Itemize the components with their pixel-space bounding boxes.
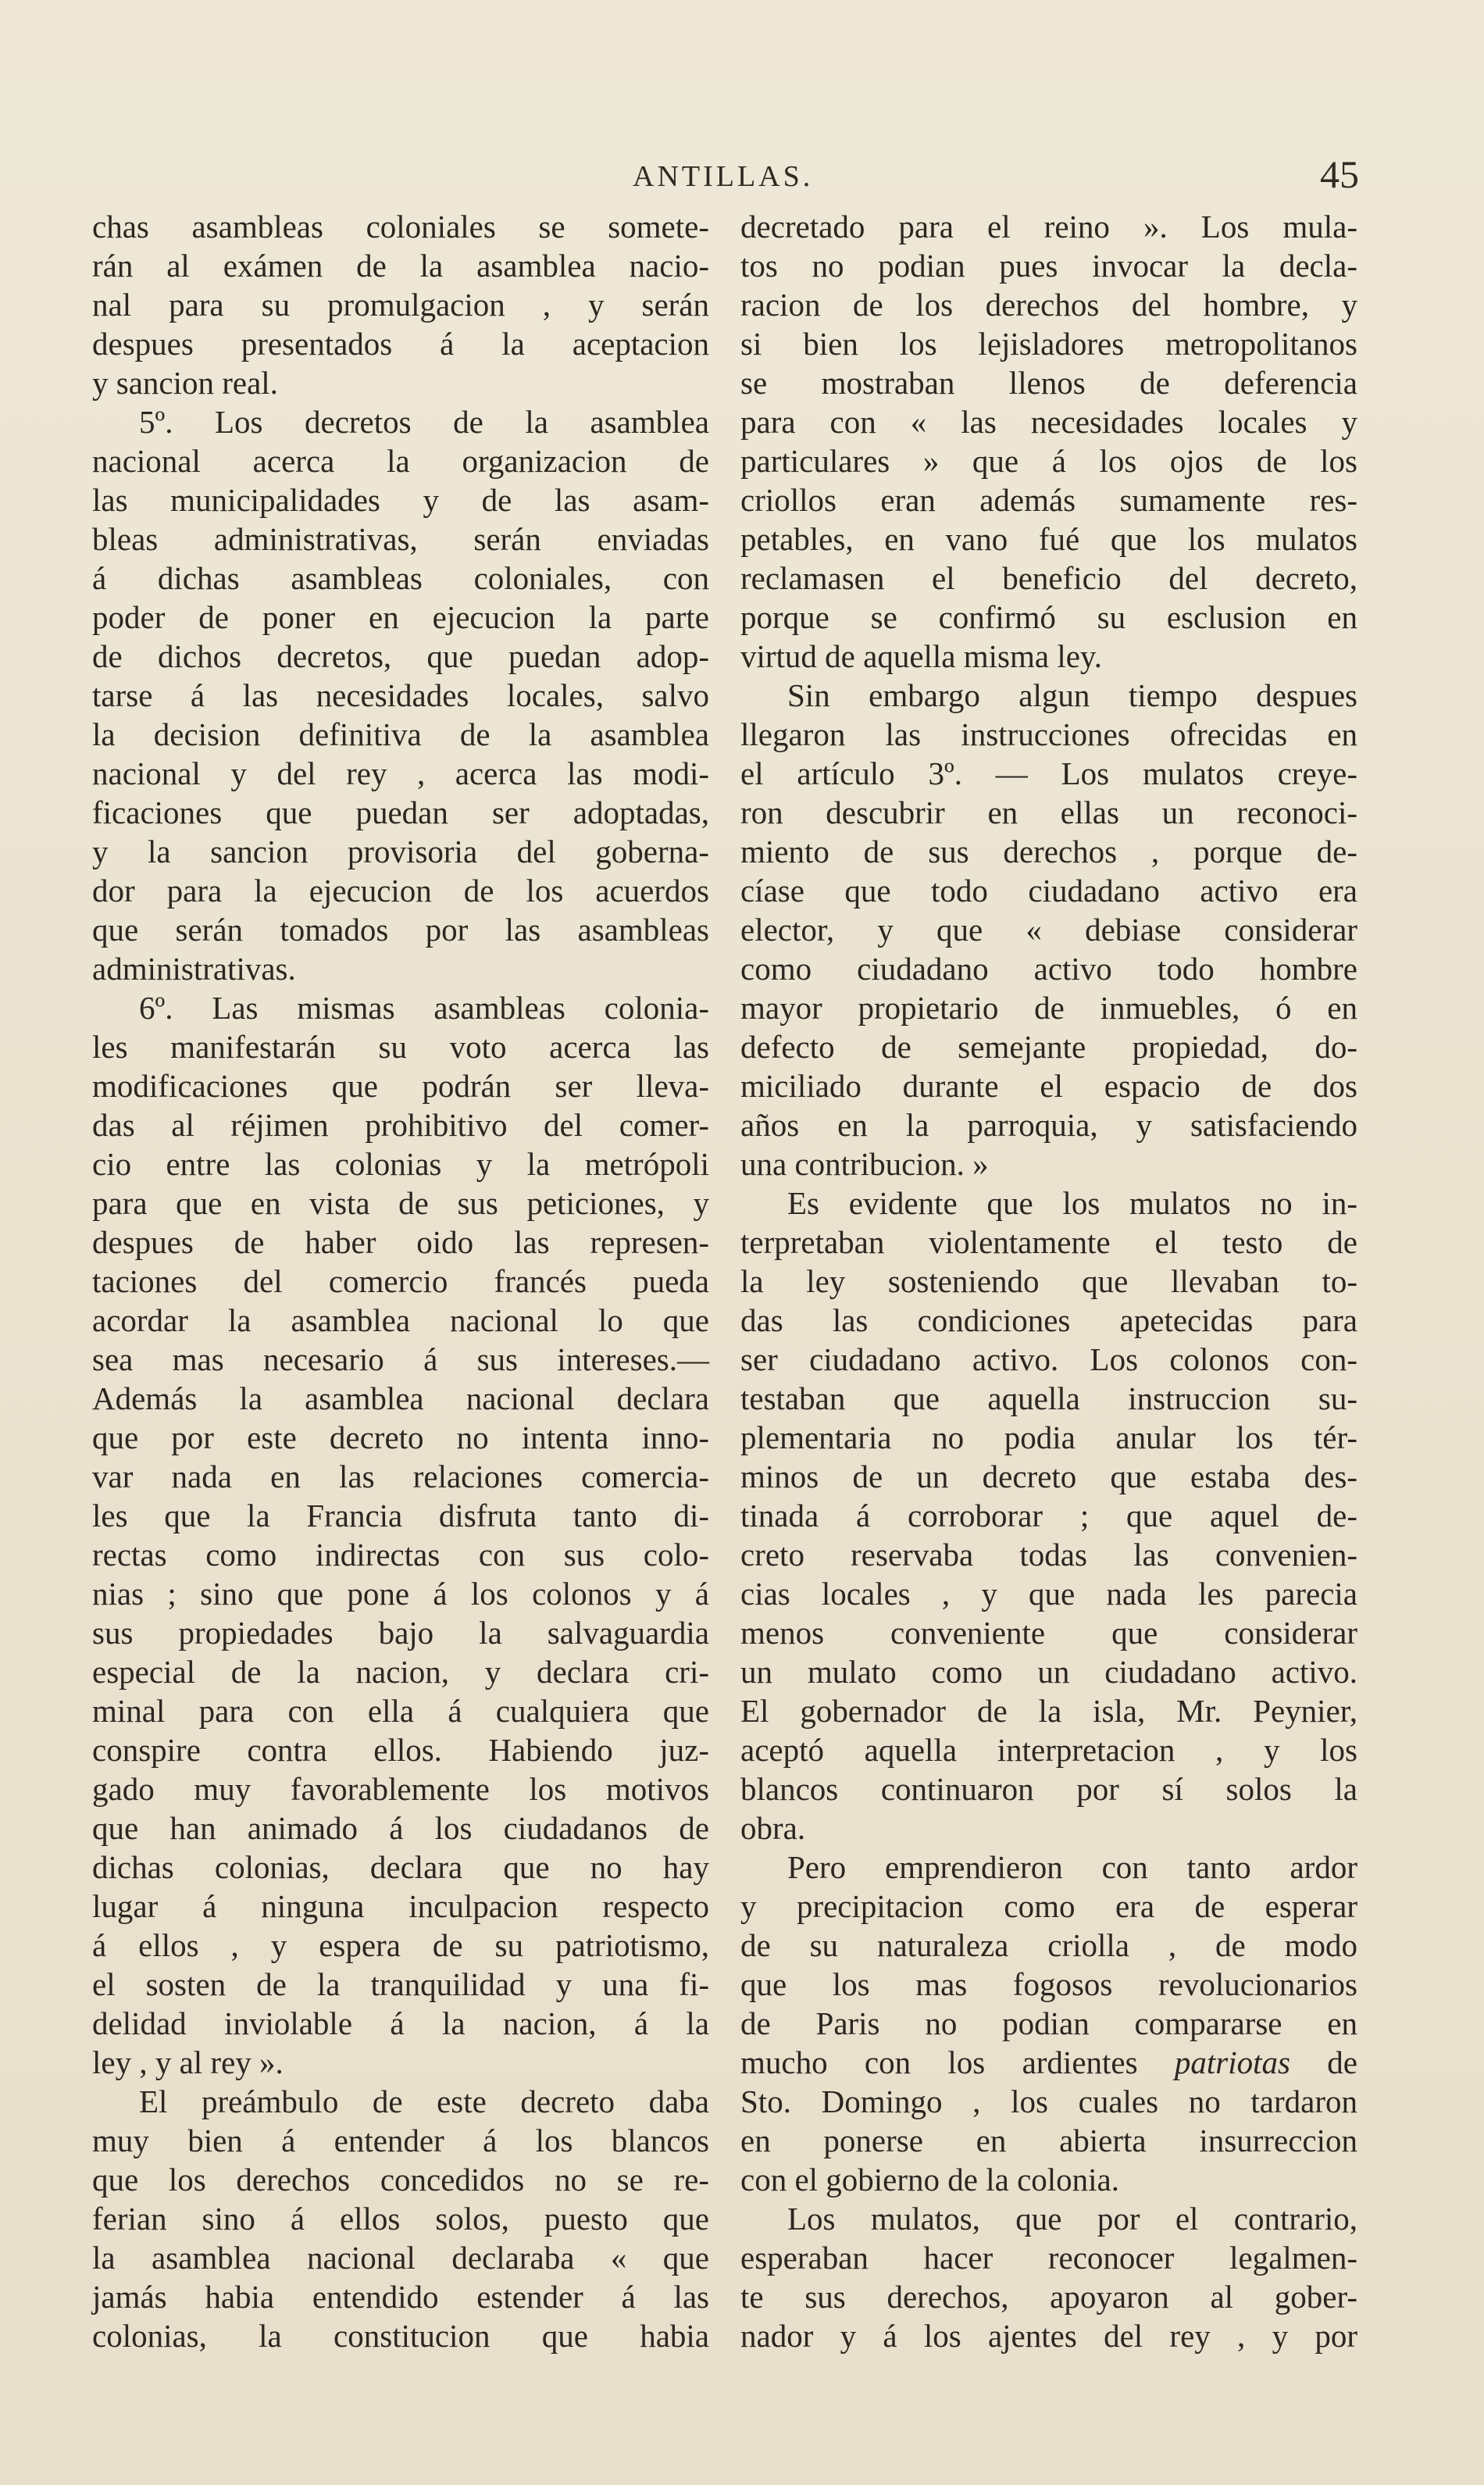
text-line: especial de la nacion, y declara cri-: [92, 1654, 709, 1690]
text-line: las municipalidades y de las asam-: [92, 482, 709, 518]
text-line: les que la Francia disfruta tanto di-: [92, 1498, 709, 1533]
text-line: ferian sino á ellos solos, puesto que: [92, 2201, 709, 2237]
text-line: ron descubrir en ellas un reconoci-: [740, 794, 1357, 830]
text-line: despues presentados á la aceptacion: [92, 326, 709, 362]
text-line: blancos continuaron por sí solos la: [740, 1771, 1357, 1807]
text-line: Además la asamblea nacional declara: [92, 1380, 709, 1416]
text-line: ser ciudadano activo. Los colonos con-: [740, 1341, 1357, 1377]
text-line: El preámbulo de este decreto daba: [139, 2083, 709, 2119]
text-line: nal para su promulgacion , y serán: [92, 287, 709, 323]
text-line: colonias, la constitucion que habia: [92, 2318, 709, 2354]
text-line: gado muy favorablemente los motivos: [92, 1771, 709, 1807]
text-line: años en la parroquia, y satisfaciendo: [740, 1107, 1357, 1143]
text-line: petables, en vano fué que los mulatos: [740, 521, 1357, 557]
text-line: virtud de aquella misma ley.: [740, 638, 1103, 674]
text-line: chas asambleas coloniales se somete-: [92, 209, 709, 245]
text-line: dor para la ejecucion de los acuerdos: [92, 873, 709, 909]
text-line: el sosten de la tranquilidad y una fi-: [92, 1966, 709, 2002]
text-line: reclamasen el beneficio del decreto,: [740, 560, 1357, 596]
text-line: criollos eran además sumamente res-: [740, 482, 1357, 518]
text-line: das al réjimen prohibitivo del comer-: [92, 1107, 709, 1143]
text-line: te sus derechos, apoyaron al gober-: [740, 2279, 1357, 2315]
text-line: aceptó aquella interpretacion , y los: [740, 1732, 1357, 1768]
text-line: Sin embargo algun tiempo despues: [787, 677, 1357, 713]
text-line: terpretaban violentamente el testo de: [740, 1224, 1357, 1260]
text-line: cias locales , y que nada les parecia: [740, 1576, 1357, 1612]
text-line: con el gobierno de la colonia.: [740, 2162, 1119, 2198]
text-line: si bien los lejisladores metropolitanos: [740, 326, 1357, 362]
text-line: y precipitacion como era de esperar: [740, 1888, 1357, 1924]
text-line: el artículo 3º. — Los mulatos creye-: [740, 755, 1357, 791]
text-columns: [92, 207, 1365, 2354]
left-column: [92, 207, 709, 2355]
text-line: modificaciones que podrán ser lleva-: [92, 1068, 709, 1104]
text-line: jamás habia entendido estender á las: [92, 2279, 709, 2315]
text-line: creto reservaba todas las convenien-: [740, 1537, 1357, 1573]
text-line: poder de poner en ejecucion la parte: [92, 599, 709, 635]
text-line: para que en vista de sus peticiones, y: [92, 1185, 709, 1221]
text-line: nias ; sino que pone á los colonos y á: [92, 1576, 709, 1612]
text-line: la asamblea nacional declaraba « que: [92, 2240, 709, 2276]
text-line: que los mas fogosos revolucionarios: [740, 1966, 1357, 2002]
text-line: á dichas asambleas coloniales, con: [92, 560, 709, 596]
text-line: esperaban hacer reconocer legalmen-: [740, 2240, 1357, 2276]
text-line: muy bien á entender á los blancos: [92, 2123, 709, 2158]
text-line: tinada á corroborar ; que aquel de-: [740, 1498, 1357, 1533]
running-head: [94, 152, 1359, 203]
text-line: 5º. Los decretos de la asamblea: [139, 404, 709, 440]
text-line: elector, y que « debiase considerar: [740, 912, 1357, 948]
text-line: delidad inviolable á la nacion, á la: [92, 2005, 709, 2041]
text-line: cíase que todo ciudadano activo era: [740, 873, 1357, 909]
text-line: nador y á los ajentes del rey , y por: [740, 2318, 1357, 2354]
text-line: dichas colonias, declara que no hay: [92, 1849, 709, 1885]
text-line: que han animado á los ciudadanos de: [92, 1810, 709, 1846]
text-line: ficaciones que puedan ser adoptadas,: [92, 794, 709, 830]
text-line: lugar á ninguna inculpacion respecto: [92, 1888, 709, 1924]
text-line: var nada en las relaciones comercia-: [92, 1459, 709, 1494]
text-line: que los derechos concedidos no se re-: [92, 2162, 709, 2198]
text-line: rectas como indirectas con sus colo-: [92, 1537, 709, 1573]
text-line: despues de haber oido las represen-: [92, 1224, 709, 1260]
text-line: El gobernador de la isla, Mr. Peynier,: [740, 1693, 1357, 1729]
text-line: sea mas necesario á sus intereses.—: [92, 1341, 709, 1377]
text-line: la ley sosteniendo que llevaban to-: [740, 1263, 1357, 1299]
italic-word: patriotas: [1174, 2044, 1290, 2080]
text-line: y la sancion provisoria del goberna-: [92, 834, 709, 869]
text-line: particulares » que á los ojos de los: [740, 443, 1357, 479]
text-line: llegaron las instrucciones ofrecidas en: [740, 716, 1357, 752]
text-line: sus propiedades bajo la salvaguardia: [92, 1615, 709, 1651]
text-line: obra.: [740, 1810, 806, 1846]
text-line: ley , y al rey ».: [92, 2044, 284, 2080]
text-line: que serán tomados por las asambleas: [92, 912, 709, 948]
text-line: de su naturaleza criolla , de modo: [740, 1927, 1357, 1963]
text-line: das las condiciones apetecidas para: [740, 1302, 1357, 1338]
text-line: nacional y del rey , acerca las modi-: [92, 755, 709, 791]
right-column: [740, 207, 1357, 2355]
text-line: Es evidente que los mulatos no in-: [787, 1185, 1357, 1221]
text-line: Sto. Domingo , los cuales no tardaron: [740, 2083, 1357, 2119]
text-line: una contribucion. »: [740, 1146, 989, 1182]
text-line: minal para con ella á cualquiera que: [92, 1693, 709, 1729]
text-line: que por este decreto no intenta inno-: [92, 1419, 709, 1455]
text-line: y sancion real.: [92, 365, 278, 401]
text-line: de dichos decretos, que puedan adop-: [92, 638, 709, 674]
text-line: Los mulatos, que por el contrario,: [787, 2201, 1357, 2237]
text-line: administrativas.: [92, 951, 296, 987]
page-number: 45: [1320, 152, 1359, 196]
text-line: les manifestarán su voto acerca las: [92, 1029, 709, 1065]
text-line: mayor propietario de inmuebles, ó en: [740, 990, 1357, 1026]
text-line: tos no podian pues invocar la decla-: [740, 248, 1357, 284]
text-line: miento de sus derechos , porque de-: [740, 834, 1357, 869]
text-line: taciones del comercio francés pueda: [92, 1263, 709, 1299]
text-line: para con « las necesidades locales y: [740, 404, 1357, 440]
text-line: en ponerse en abierta insurreccion: [740, 2123, 1357, 2158]
text-line: acordar la asamblea nacional lo que: [92, 1302, 709, 1338]
text-line: un mulato como un ciudadano activo.: [740, 1654, 1357, 1690]
text-line: cio entre las colonias y la metrópoli: [92, 1146, 709, 1182]
text-line: porque se confirmó su esclusion en: [740, 599, 1357, 635]
text-line: mucho con los ardientes patriotas de: [740, 2044, 1357, 2080]
text-line: plementaria no podia anular los tér-: [740, 1419, 1357, 1455]
text-line: decretado para el reino ». Los mula-: [740, 209, 1357, 245]
text-line: 6º. Las mismas asambleas colonia-: [139, 990, 709, 1026]
text-line: conspire contra ellos. Habiendo juz-: [92, 1732, 709, 1768]
text-line: de Paris no podian compararse en: [740, 2005, 1357, 2041]
text-line: Pero emprendieron con tanto ardor: [787, 1849, 1357, 1885]
text-line: á ellos , y espera de su patriotismo,: [92, 1927, 709, 1963]
text-line: nacional acerca la organizacion de: [92, 443, 709, 479]
text-line: defecto de semejante propiedad, do-: [740, 1029, 1357, 1065]
text-line: la decision definitiva de la asamblea: [92, 716, 709, 752]
text-line: rán al exámen de la asamblea nacio-: [92, 248, 709, 284]
text-line: racion de los derechos del hombre, y: [740, 287, 1357, 323]
text-line: miciliado durante el espacio de dos: [740, 1068, 1357, 1104]
text-line: testaban que aquella instruccion su-: [740, 1380, 1357, 1416]
text-line: como ciudadano activo todo hombre: [740, 951, 1357, 987]
text-line: tarse á las necesidades locales, salvo: [92, 677, 709, 713]
text-line: minos de un decreto que estaba des-: [740, 1459, 1357, 1494]
text-line: se mostraban llenos de deferencia: [740, 365, 1357, 401]
text-line: bleas administrativas, serán enviadas: [92, 521, 709, 557]
running-title: ANTILLAS.: [633, 160, 814, 193]
text-line: menos conveniente que considerar: [740, 1615, 1357, 1651]
